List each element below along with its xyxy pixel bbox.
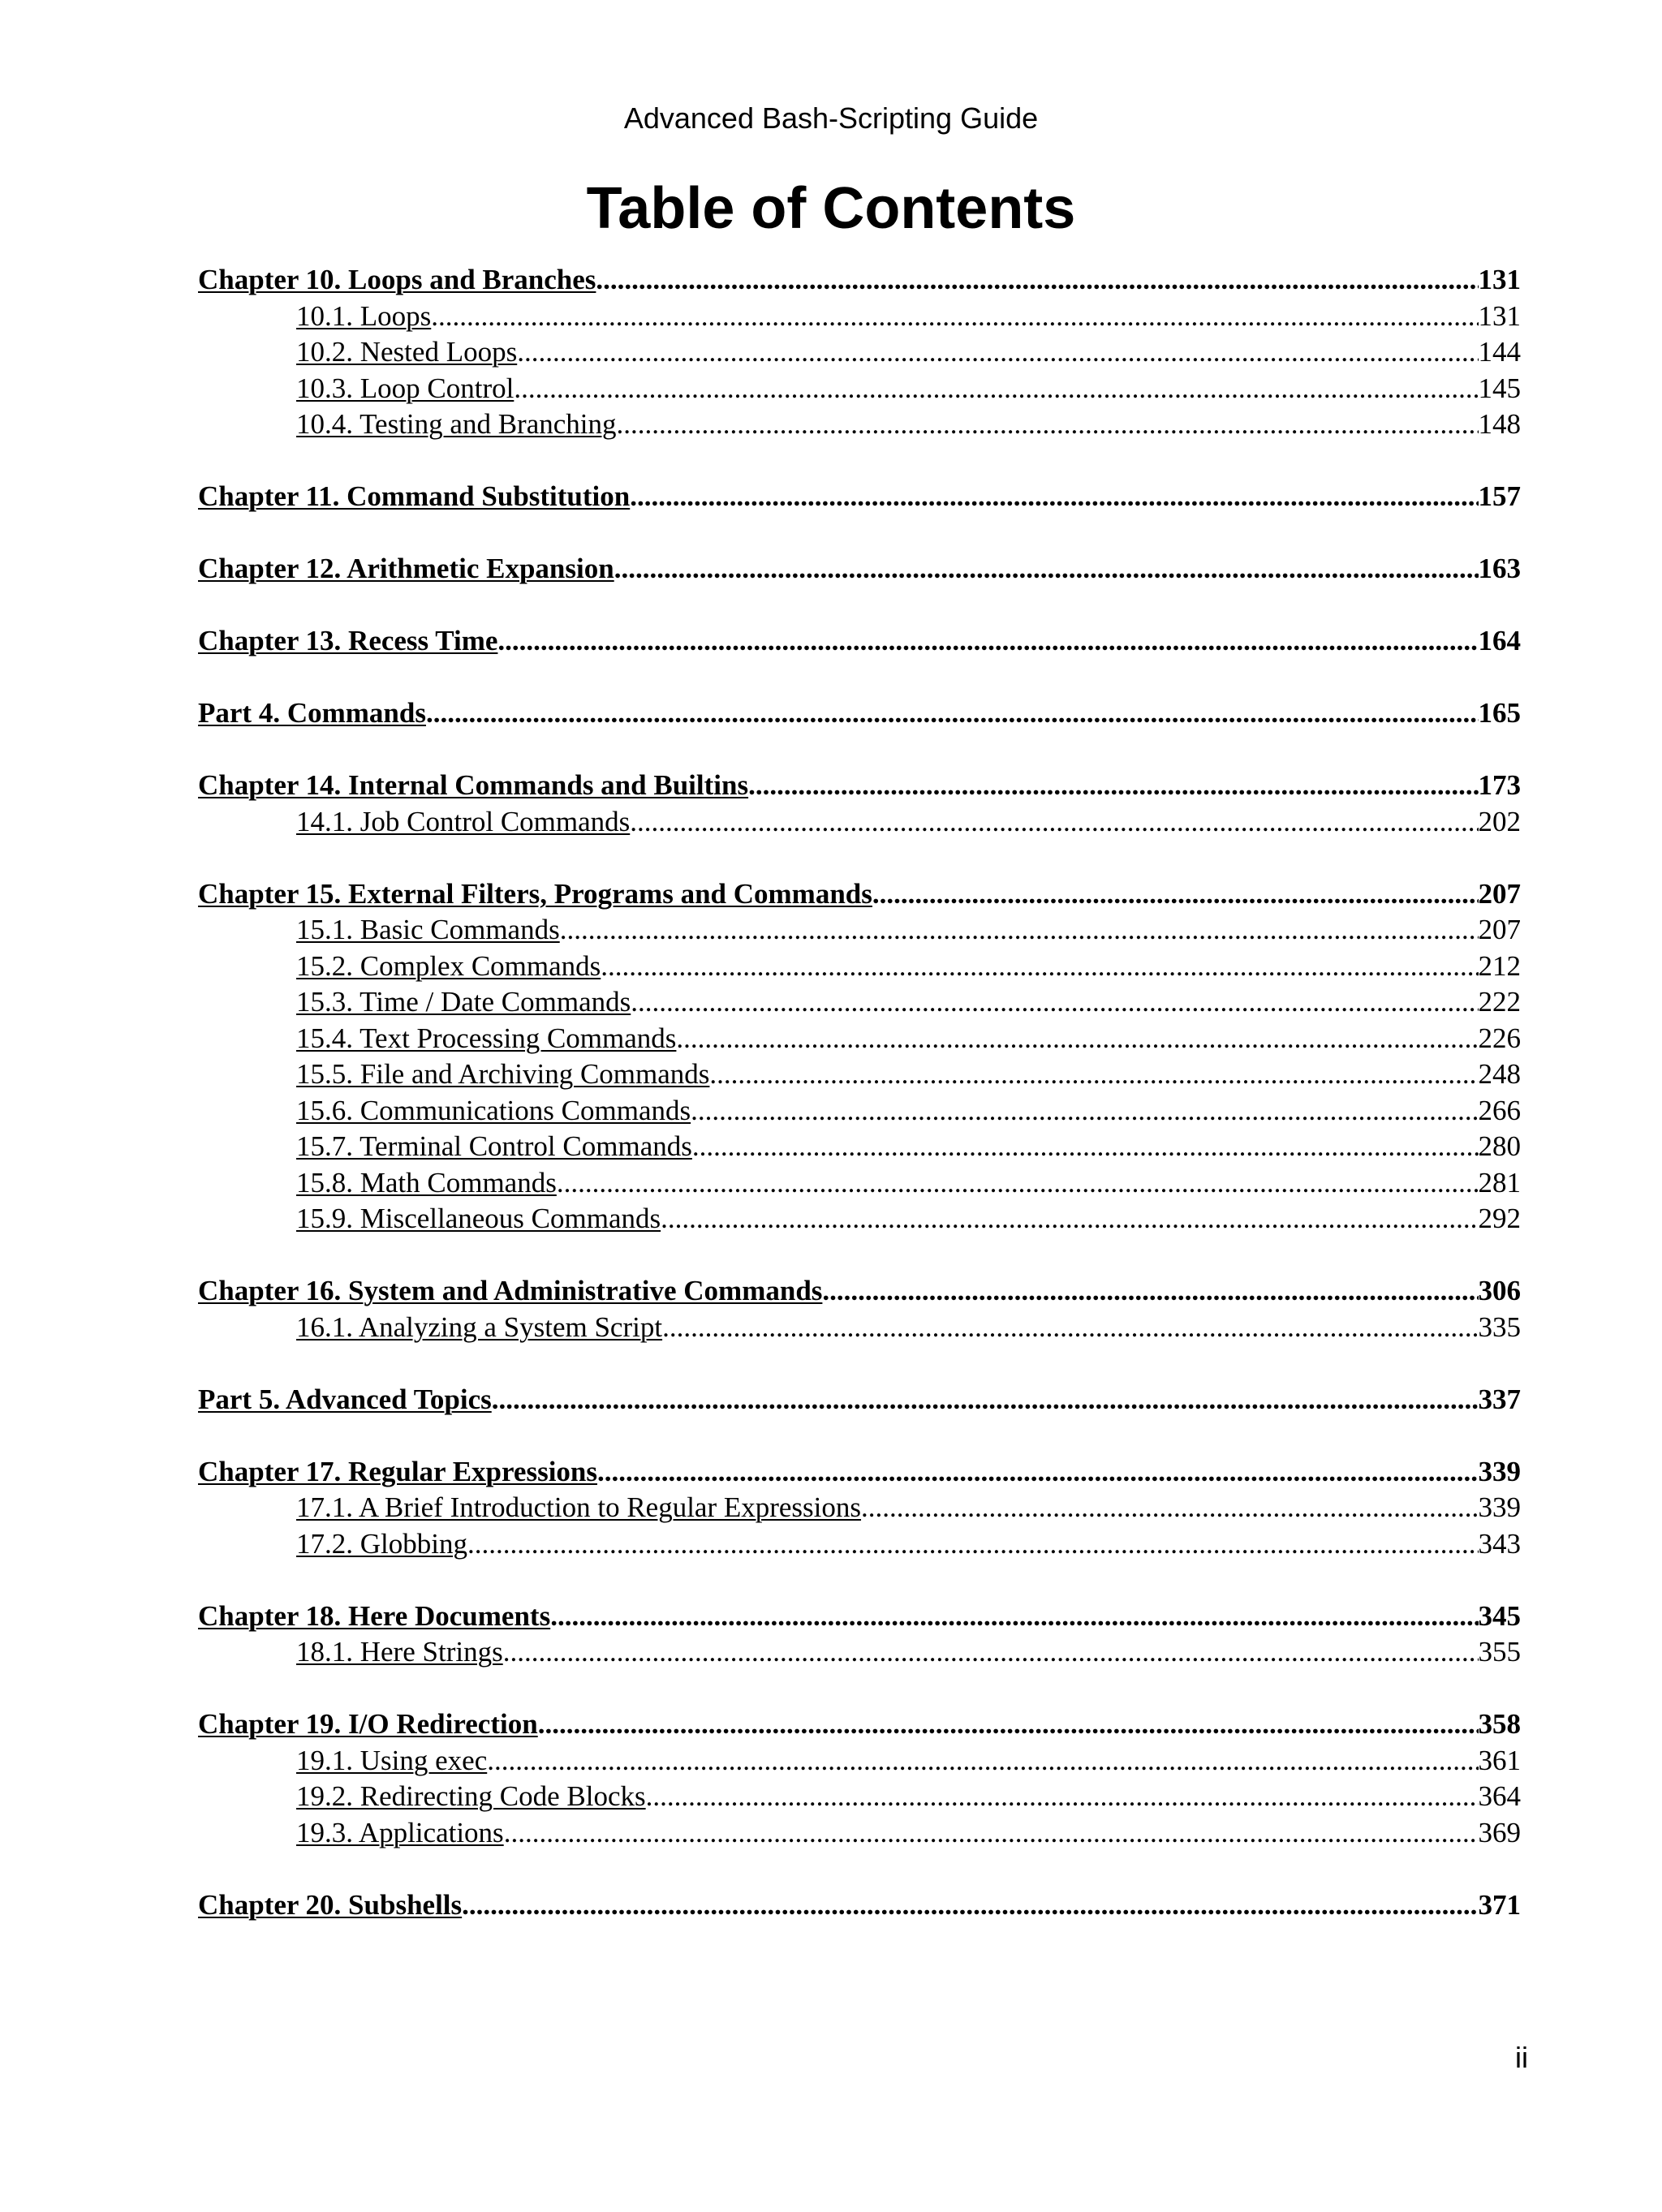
dot-leader [614,551,1479,587]
dot-leader [426,695,1479,732]
toc-page-number: 371 [1478,1888,1521,1921]
toc-section-entry[interactable] [198,1093,1521,1130]
dot-leader [631,984,1478,1021]
dot-leader [497,623,1478,660]
dot-leader [492,1382,1479,1418]
toc-entry-link[interactable]: 15.1. Basic Commands [296,914,560,945]
dot-leader [709,1057,1478,1093]
toc-section-entry[interactable] [198,1165,1521,1202]
toc-section-entry[interactable] [198,804,1521,841]
toc-entry-link[interactable]: Chapter 13. Recess Time [198,625,498,656]
toc-entry-link[interactable]: Part 5. Advanced Topics [198,1383,492,1415]
dot-leader [560,912,1479,949]
toc-page-number: 343 [1478,1527,1521,1560]
dot-leader [676,1021,1478,1057]
dot-leader [431,299,1478,335]
dot-leader [467,1526,1479,1563]
toc-page-number: 173 [1478,769,1521,801]
toc-section-entry[interactable] [198,1057,1521,1093]
toc-entry-link[interactable]: 19.1. Using exec [296,1744,488,1776]
toc-page-number: 212 [1478,949,1521,982]
toc-page-number: 164 [1478,625,1521,656]
toc-page-number: 364 [1478,1780,1521,1812]
toc-page-number: 148 [1478,408,1521,440]
toc-entry-link[interactable]: 15.3. Time / Date Commands [296,986,631,1018]
toc-page-number: 207 [1478,914,1521,945]
dot-leader [517,334,1478,371]
toc-entry-link[interactable]: 14.1. Job Control Commands [296,805,631,837]
toc-page-number: 369 [1478,1816,1521,1848]
dot-leader [462,1887,1478,1924]
toc-page-number: 163 [1478,553,1521,584]
toc-section-entry[interactable] [198,299,1521,335]
toc-page-number: 145 [1478,372,1521,404]
toc-page-number: 337 [1478,1383,1521,1415]
toc-page-number: 345 [1478,1599,1521,1632]
dot-leader [557,1165,1479,1202]
toc-page-number: 157 [1478,480,1521,512]
toc-chapter-entry[interactable] [198,768,1521,804]
dot-leader [630,804,1478,841]
toc-section-entry[interactable] [198,984,1521,1021]
toc-page-number: 131 [1478,299,1521,332]
toc-entry-link[interactable]: 15.9. Miscellaneous Commands [296,1203,661,1234]
toc-entry-link[interactable]: 10.4. Testing and Branching [296,408,617,440]
toc-section-entry[interactable] [198,1490,1521,1526]
page-number: ii [1515,2041,1528,2074]
toc-entry-link[interactable]: 15.4. Text Processing Commands [296,1022,677,1054]
toc-entry-link[interactable]: Chapter 20. Subshells [198,1888,463,1921]
toc-entry-link[interactable]: 19.3. Applications [296,1816,504,1848]
toc-section-entry[interactable] [198,1021,1521,1057]
page-title: Table of Contents [586,176,1076,241]
toc-chapter-entry[interactable] [198,551,1521,587]
toc-page-number: 280 [1478,1130,1521,1162]
toc-entry-link[interactable]: Chapter 14. Internal Commands and Builtins [198,769,749,801]
toc-section-entry[interactable] [198,1310,1521,1346]
toc-page-number: 281 [1478,1166,1521,1199]
toc-entry-link[interactable]: 17.2. Globbing [296,1527,467,1560]
dot-leader [550,1599,1478,1635]
toc-chapter-entry[interactable] [198,1887,1521,1924]
toc-section-entry[interactable] [198,1779,1521,1815]
toc-page-number: 248 [1478,1058,1521,1090]
toc-chapter-entry[interactable] [198,1273,1521,1310]
dot-leader [662,1310,1478,1346]
toc-entry-link[interactable]: 16.1. Analyzing a System Script [296,1310,663,1343]
toc-section-entry[interactable] [198,1129,1521,1165]
toc-entry-link[interactable]: 19.2. Redirecting Code Blocks [296,1780,646,1812]
dot-leader [748,768,1478,804]
toc-page-number: 222 [1478,986,1521,1018]
toc-entry-link[interactable]: Chapter 10. Loops and Branches [198,264,596,295]
dot-leader [597,1454,1479,1491]
table-of-contents [198,262,1521,1923]
toc-section-entry[interactable] [198,1201,1521,1237]
toc-section-entry[interactable] [198,407,1521,443]
dot-leader [630,479,1478,515]
dot-leader [822,1273,1478,1310]
toc-chapter-entry[interactable] [198,1706,1521,1743]
toc-chapter-entry[interactable] [198,1454,1521,1491]
toc-chapter-entry[interactable] [198,623,1521,660]
toc-page-number: 292 [1478,1203,1521,1234]
toc-page-number: 339 [1478,1491,1521,1523]
toc-section-entry[interactable] [198,1526,1521,1563]
toc-page-number: 358 [1478,1708,1521,1740]
toc-chapter-entry[interactable] [198,695,1521,732]
dot-leader [617,407,1479,443]
dot-leader [661,1201,1478,1237]
dot-leader [596,262,1478,299]
toc-page-number: 207 [1478,877,1521,910]
toc-entry-link[interactable]: Chapter 11. Command Substitution [198,480,631,512]
toc-chapter-entry[interactable] [198,1599,1521,1635]
toc-entry-link[interactable]: Chapter 18. Here Documents [198,1599,551,1632]
toc-entry-link[interactable]: Chapter 19. I/O Redirection [198,1708,538,1740]
toc-entry-link[interactable]: Chapter 16. System and Administrative Commands [198,1275,823,1306]
toc-entry-link[interactable]: 17.1. A Brief Introduction to Regular Expressions [296,1491,862,1523]
toc-section-entry[interactable] [198,371,1521,407]
toc-entry-link[interactable]: 15.2. Complex Commands [296,949,601,982]
toc-chapter-entry[interactable] [198,479,1521,515]
running-header: Advanced Bash-Scripting Guide [623,101,1039,135]
toc-entry-link[interactable]: 10.1. Loops [296,299,432,332]
toc-entry-link[interactable]: Part 4. Commands [198,697,426,729]
toc-page-number: 339 [1478,1455,1521,1487]
toc-page-number: 202 [1478,805,1521,837]
dot-leader [514,371,1478,407]
toc-chapter-entry[interactable] [198,876,1521,913]
toc-entry-link[interactable]: 15.6. Communications Commands [296,1094,691,1126]
dot-leader [692,1129,1479,1165]
toc-entry-link[interactable]: 15.8. Math Commands [296,1166,557,1199]
dot-leader [503,1634,1479,1671]
toc-page-number: 361 [1478,1744,1521,1776]
dot-leader [601,949,1478,985]
toc-section-entry[interactable] [198,1815,1521,1852]
toc-page-number: 335 [1478,1310,1521,1343]
dot-leader [646,1779,1479,1815]
toc-entry-link[interactable]: Chapter 17. Regular Expressions [198,1455,597,1487]
toc-section-entry[interactable] [198,1634,1521,1671]
toc-entry-link[interactable]: 15.7. Terminal Control Commands [296,1130,692,1162]
toc-entry-link[interactable]: Chapter 12. Arithmetic Expansion [198,553,614,584]
toc-page-number: 131 [1478,264,1521,295]
toc-section-entry[interactable] [198,912,1521,949]
toc-section-entry[interactable] [198,334,1521,371]
dot-leader [691,1093,1478,1130]
dot-leader [504,1815,1479,1852]
toc-entry-link[interactable]: 10.2. Nested Loops [296,336,518,368]
toc-page-number: 144 [1478,336,1521,368]
toc-section-entry[interactable] [198,949,1521,985]
dot-leader [487,1743,1478,1779]
toc-page-number: 226 [1478,1022,1521,1054]
toc-chapter-entry[interactable] [198,262,1521,299]
dot-leader [861,1490,1478,1526]
toc-chapter-entry[interactable] [198,1382,1521,1418]
toc-page-number: 266 [1478,1094,1521,1126]
toc-page-number: 165 [1478,697,1521,729]
toc-page-number: 355 [1478,1636,1521,1668]
toc-entry-link[interactable]: 15.5. File and Archiving Commands [296,1058,710,1090]
toc-section-entry[interactable] [198,1743,1521,1779]
toc-entry-link[interactable]: Chapter 15. External Filters, Programs and Commands [198,877,872,910]
dot-leader [872,876,1479,913]
dot-leader [538,1706,1479,1743]
toc-entry-link[interactable]: 18.1. Here Strings [296,1636,503,1668]
toc-entry-link[interactable]: 10.3. Loop Control [296,372,515,404]
toc-page-number: 306 [1478,1275,1521,1306]
